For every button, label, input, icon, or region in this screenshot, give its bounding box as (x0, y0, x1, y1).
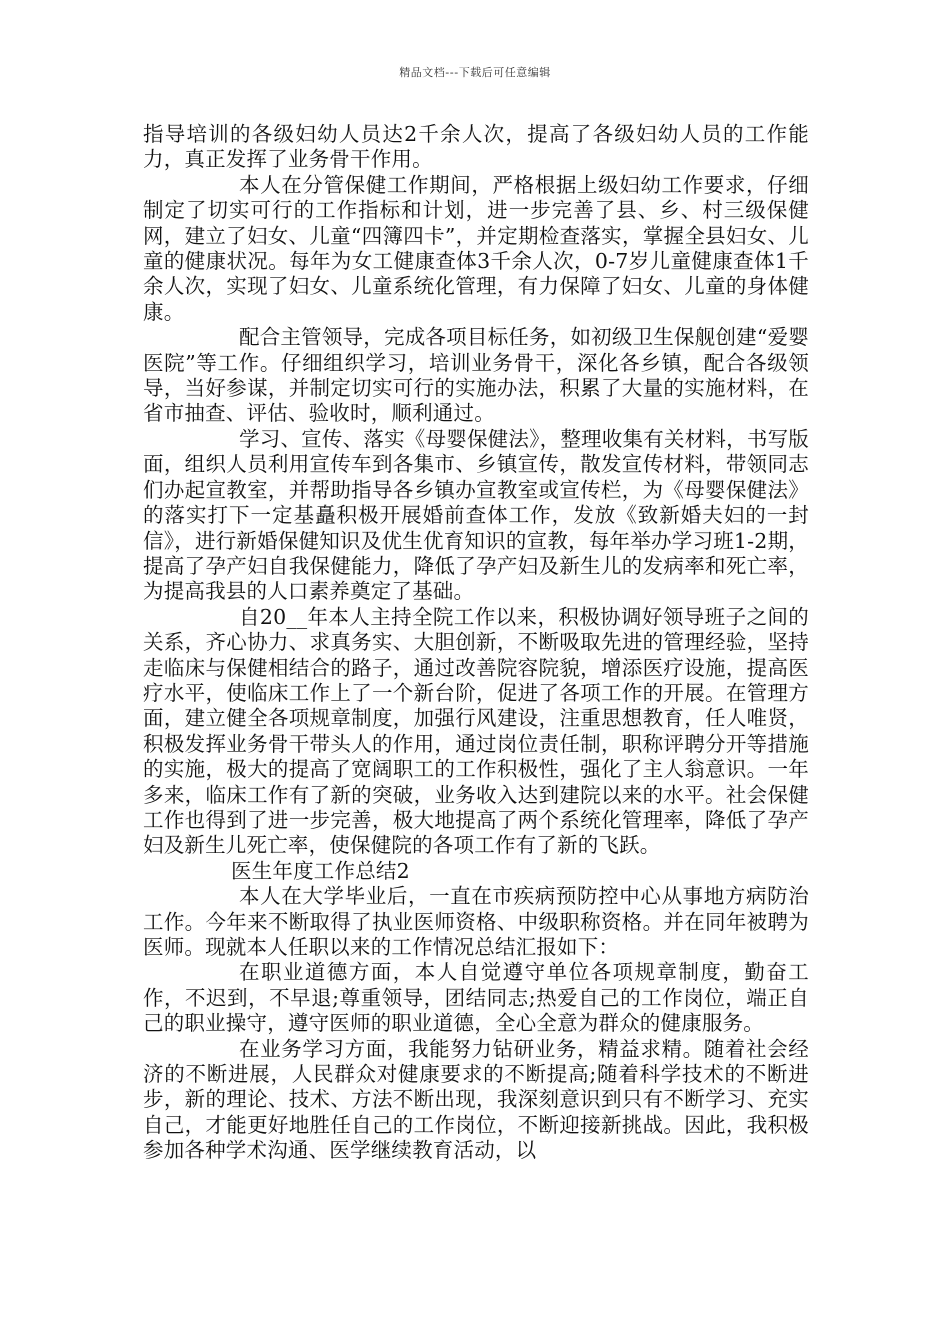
document-body (143, 122, 809, 1164)
paragraph-continuation: 指导培训的各级妇幼人员达2千余人次，提高了各级妇幼人员的工作能力，真正发挥了业务骨干作用。 (143, 122, 809, 172)
paragraph: 学习、宣传、落实《母婴保健法》，整理收集有关材料，书写版面，组织人员利用宣传车到各集市、乡镇宣传，散发宣传材料，带领同志们办起宣教室，并帮助指导各乡镇办宣教室或宣传栏，为《母婴保健法》的落实打下一定基矗积极开展婚前查体工作，发放《致新婚夫妇的一封信》，进行新婚保健知识及优生优育知识的宣教，每年举办学习班1-2期，提高了孕产妇自我保健能力，降低了孕产妇及新生儿的发病率和死亡率，为提高我县的人口素养奠定了基础。 (143, 426, 809, 604)
paragraph: 配合主管领导，完成各项目标任务，如初级卫生保舰创建“爱婴医院”等工作。仔细组织学习，培训业务骨干，深化各乡镇，配合各级领导，当好参谋，并制定切实可行的实施办法，积累了大量的实施材料，在省市抽查、评估、验收时，顺利通过。 (143, 325, 809, 426)
paragraph: 本人在大学毕业后，一直在市疾病预防控中心从事地方病防治工作。今年来不断取得了执业医师资格、中级职称资格。并在同年被聘为医师。现就本人任职以来的工作情况总结汇报如下： (143, 884, 809, 959)
paragraph: 在职业道德方面，本人自觉遵守单位各项规章制度，勤奋工作，不迟到，不早退;尊重领导，团结同志;热爱自己的工作岗位，端正自己的职业操守，遵守医师的职业道德，全心全意为群众的健康服务。 (143, 960, 809, 1036)
paragraph: 自20__年本人主持全院工作以来，积极协调好领导班子之间的关系，齐心协力、求真务实、大胆创新，不断吸取先进的管理经验，坚持走临床与保健相结合的路子，通过改善院容院貌，增添医疗设施，提高医疗水平，使临床工作上了一个新台阶，促进了各项工作的开展。在管理方面，建立健全各项规章制度，加强行风建设，注重思想教育，任人唯贤，积极发挥业务骨干带头人的作用，通过岗位责任制，职称评聘分开等措施的实施，极大的提高了宽阔职工的工作积极性，强化了主人翁意识。一年多来，临床工作有了新的突破，业务收入达到建院以来的水平。社会保健工作也得到了进一步完善，极大地提高了两个系统化管理率，降低了孕产妇及新生儿死亡率，使保健院的各项工作有了新的飞跃。 (143, 604, 809, 858)
paragraph: 在业务学习方面，我能努力钻研业务，精益求精。随着社会经济的不断进展，人民群众对健康要求的不断提高;随着科学技术的不断进步，新的理论、技术、方法不断出现，我深刻意识到只有不断学习、充实自己，才能更好地胜任自己的工作岗位，不断迎接新挑战。因此，我积极参加各种学术沟通、医学继续教育活动，以 (143, 1036, 809, 1163)
page-header: 精品文档---下载后可任意编辑 (399, 66, 551, 79)
section-title: 医生年度工作总结2 (231, 858, 410, 883)
paragraph: 本人在分管保健工作期间，严格根据上级妇幼工作要求，仔细制定了切实可行的工作指标和计划，进一步完善了县、乡、村三级保健网，建立了妇女、儿童“四簿四卡”，并定期检查落实，掌握全县妇女、儿童的健康状况。每年为女工健康查体3千余人次，0-7岁儿童健康查体1千余人次，实现了妇女、儿童系统化管理，有力保障了妇女、儿童的身体健康。 (143, 172, 809, 324)
